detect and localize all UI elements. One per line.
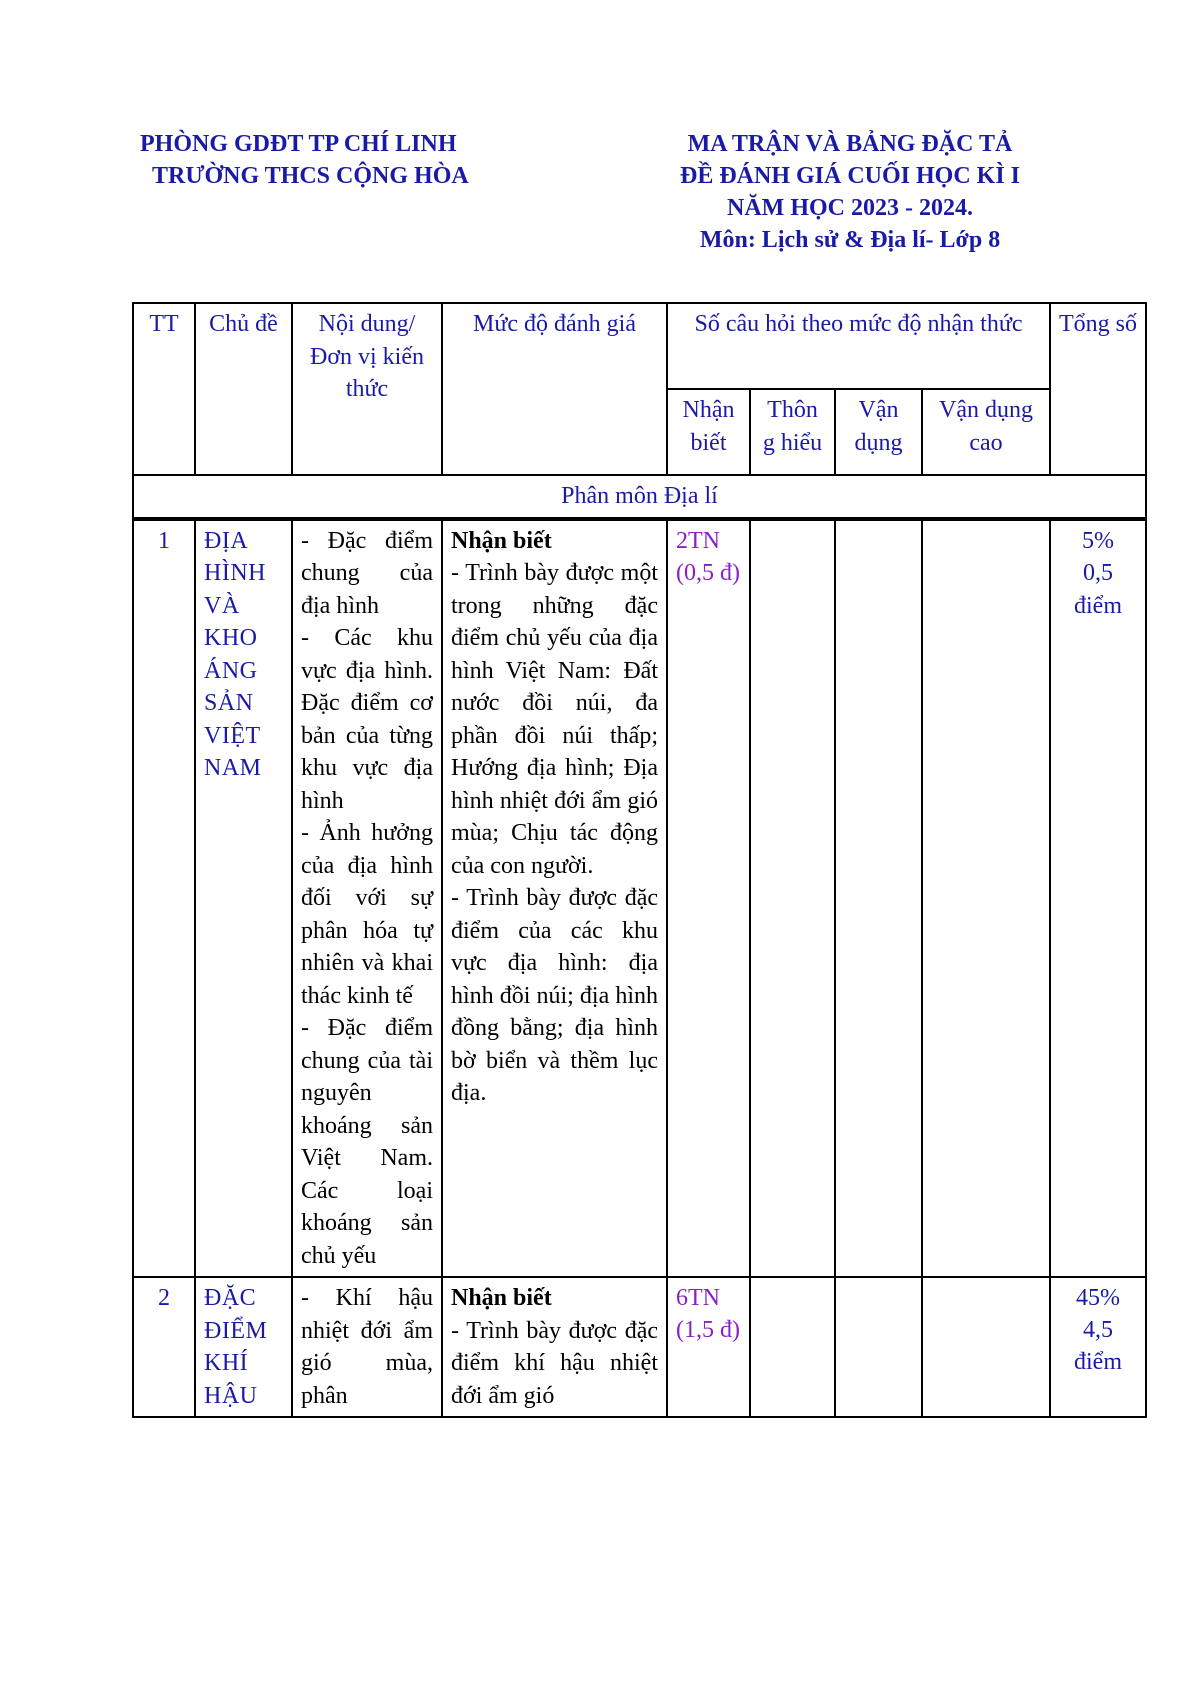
total-cell — [1050, 519, 1146, 1278]
evaluation-cell — [442, 1277, 667, 1417]
header-tt: TT — [133, 303, 195, 475]
nhan-biet-count-cell — [667, 1277, 750, 1417]
header-count-group: Số câu hỏi theo mức độ nhận thức — [667, 303, 1050, 389]
question-score: (0,5 đ) — [676, 560, 740, 586]
header-van-dung: Vận dụng — [835, 389, 922, 475]
evaluation-cell — [442, 519, 667, 1278]
department-name: PHÒNG GDĐT TP CHÍ LINH — [140, 131, 457, 157]
header-nhan-biet: Nhận biết — [667, 389, 750, 475]
table-header-row — [133, 303, 1146, 389]
evaluation-level-title: Nhận biết — [451, 1285, 552, 1311]
total-cell — [1050, 1277, 1146, 1417]
total-unit: điểm — [1074, 1349, 1123, 1375]
subject-line: Môn: Lịch sử & Địa lí- Lớp 8 — [699, 227, 1001, 253]
title-line-2: ĐỀ ĐÁNH GIÁ CUỐI HỌC KÌ I — [679, 163, 1021, 189]
row-number: 1 — [133, 519, 195, 1278]
nhan-biet-count-cell — [667, 519, 750, 1278]
total-percent: 5% — [1082, 527, 1115, 554]
title-line-3: NĂM HỌC 2023 - 2024. — [727, 195, 973, 221]
header-total: Tổng số — [1050, 303, 1146, 475]
document-title-block — [600, 128, 1100, 256]
school-name: TRƯỜNG THCS CỘNG HÒA — [152, 163, 469, 189]
section-title: Phân môn Địa lí — [133, 475, 1146, 519]
thong-hieu-count-cell — [750, 1277, 835, 1417]
van-dung-cao-count-cell — [922, 519, 1050, 1278]
header-topic: Chủ đề — [195, 303, 292, 475]
topic-cell: ĐỊA HÌNH VÀ KHO ÁNG SẢN VIỆT NAM — [195, 519, 292, 1278]
assessment-matrix-table — [132, 302, 1147, 1418]
thong-hieu-count-cell — [750, 519, 835, 1278]
total-percent: 45% — [1076, 1285, 1121, 1311]
content-cell: - Đặc điểm chung của địa hình - Các khu vực địa hình. Đặc điểm cơ bản của từng khu vực địa hình - Ảnh hưởng của địa hình đối với sự phân hóa tự nhiên và khai thác kinh tế - Đặc điểm chung của tài nguyên khoáng sản Việt Nam. Các loại khoáng sản chủ yếu — [292, 519, 442, 1278]
van-dung-count-cell — [835, 519, 922, 1278]
total-points: 0,5 — [1083, 560, 1114, 586]
question-score: (1,5 đ) — [676, 1317, 740, 1343]
evaluation-level-title: Nhận biết — [451, 527, 552, 554]
van-dung-cao-count-cell — [922, 1277, 1050, 1417]
content-cell: - Khí hậu nhiệt đới ẩm gió mùa, phân — [292, 1277, 442, 1417]
topic-cell: ĐẶC ĐIỂM KHÍ HẬU — [195, 1277, 292, 1417]
section-row — [133, 475, 1146, 519]
van-dung-count-cell — [835, 1277, 922, 1417]
row-number: 2 — [133, 1277, 195, 1417]
table-row — [133, 1277, 1146, 1417]
title-line-1: MA TRẬN VÀ BẢNG ĐẶC TẢ — [687, 131, 1013, 157]
header-level: Mức độ đánh giá — [442, 303, 667, 475]
header-van-dung-cao: Vận dụng cao — [922, 389, 1050, 475]
header-content: Nội dung/ Đơn vị kiến thức — [292, 303, 442, 475]
question-count: 6TN — [676, 1285, 720, 1311]
header-thong-hieu: Thôn g hiểu — [750, 389, 835, 475]
department-header — [140, 128, 560, 192]
total-points: 4,5 — [1083, 1317, 1114, 1343]
evaluation-text: - Trình bày được một trong những đặc điểm chủ yếu của địa hình Việt Nam: Đất nước đồi núi, đa phần đồi núi thấp; Hướng địa hình; Địa hình nhiệt đới ẩm gió mùa; Chịu tác động của con người. - Trình bày được đặc điểm của các khu vực địa hình: địa hình đồi núi; địa hình đồng bằng; địa hình bờ biển và thềm lục địa. — [451, 560, 658, 1106]
total-unit: điểm — [1074, 592, 1123, 619]
evaluation-text: - Trình bày được đặc điểm khí hậu nhiệt đới ẩm gió — [451, 1317, 658, 1409]
table-row — [133, 519, 1146, 1278]
question-count: 2TN — [676, 527, 720, 554]
